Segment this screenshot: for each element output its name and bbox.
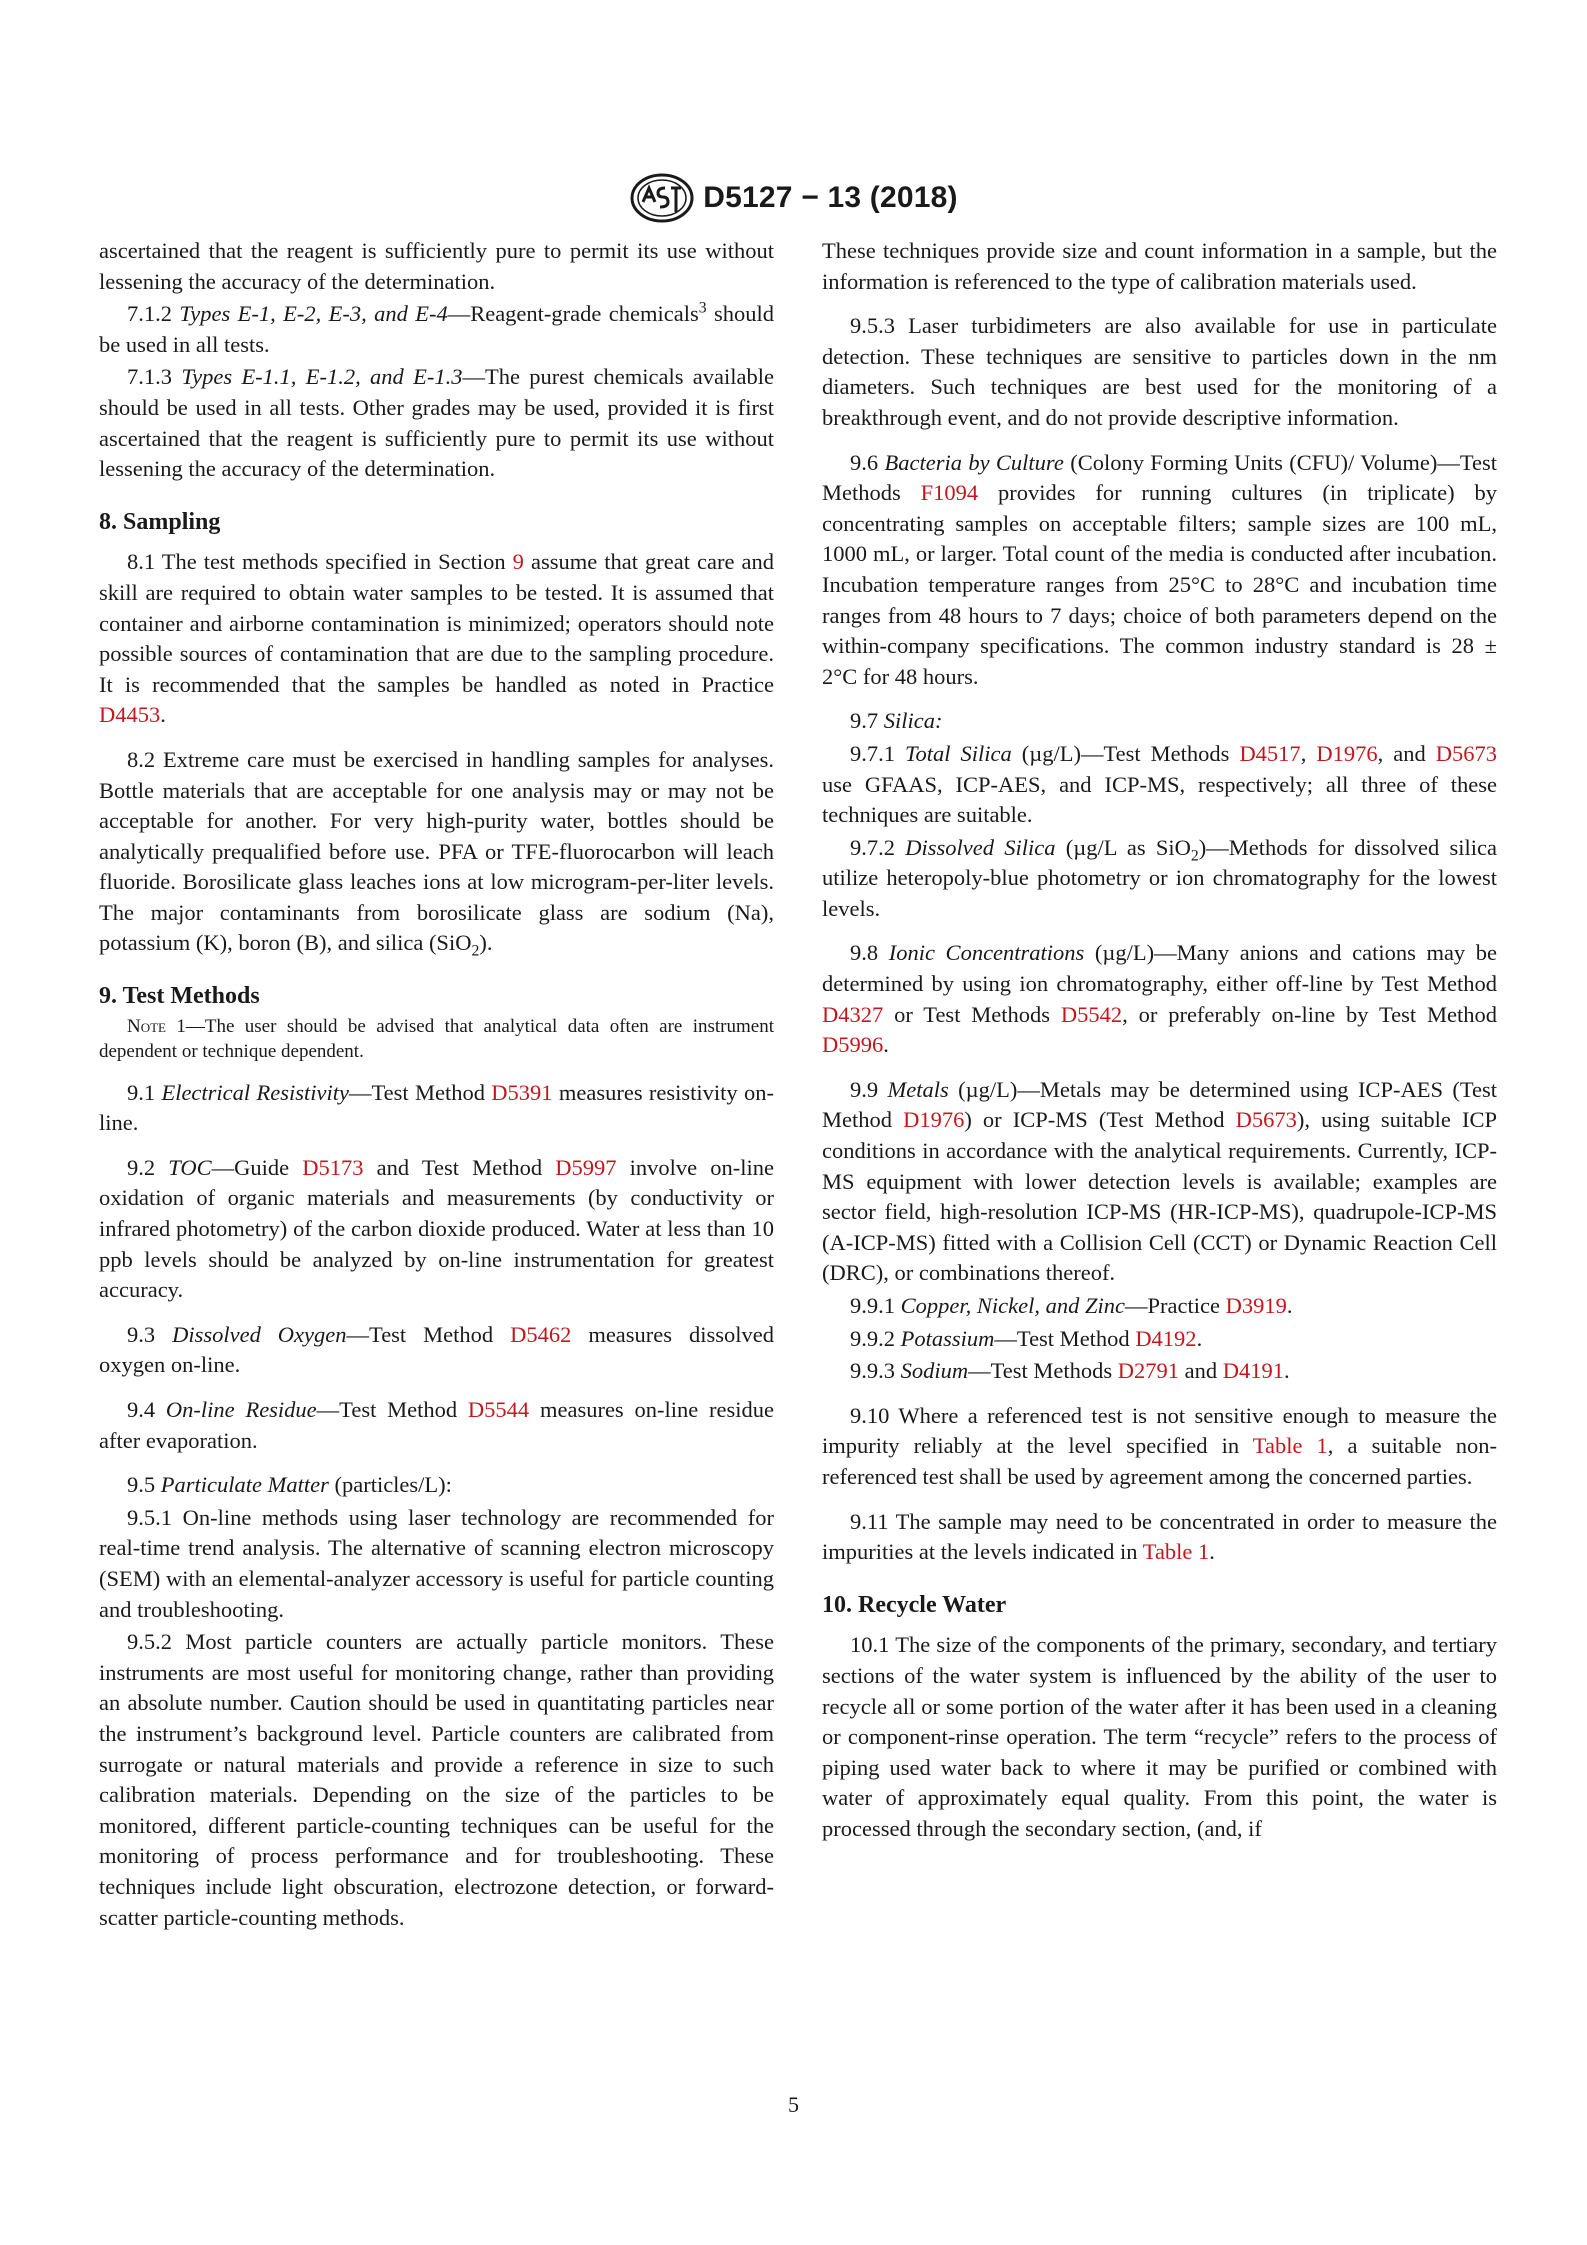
standard-link[interactable]: D1976 bbox=[903, 1107, 965, 1133]
paragraph-9-11: 9.11 The sample may need to be concentrated in order to measure the impurities at the levels indicated in Table 1. bbox=[822, 1508, 1497, 1565]
document-designation: D5127 − 13 (2018) bbox=[703, 181, 958, 214]
standard-link[interactable]: D4192 bbox=[1135, 1325, 1197, 1351]
paragraph-8-1: 8.1 The test methods specified in Section 9 assume that great care and skill are required to obtain water samples to be tested. It is assumed that container and airborne contamination is minimized; operators should note possible sources of contamination that are due to the sampling procedure. It is recommended that the samples be handled as noted in Practice D4453. bbox=[99, 549, 774, 728]
standard-link[interactable]: D5544 bbox=[467, 1397, 530, 1422]
section-heading-sampling: 8. Sampling bbox=[99, 508, 221, 535]
note-1: Note 1—The user should be advised that analytical data often are instrument dependent or technique dependent. bbox=[99, 1015, 774, 1062]
table-link[interactable]: Table 1 bbox=[1252, 1433, 1328, 1459]
section-heading-test-methods: 9. Test Methods bbox=[99, 983, 260, 1010]
paragraph: ascertained that the reagent is sufficiently pure to permit its use without lessening the accuracy of the determination. bbox=[99, 238, 774, 294]
paragraph-9-7-1: 9.7.1 Total Silica (µg/L)—Test Methods D4517, D1976, and D5673 use GFAAS, ICP-AES, and ICP-MS, respectively; all three of these techniques are suitable. bbox=[822, 740, 1497, 828]
paragraph-9-7: 9.7 Silica: bbox=[850, 708, 943, 734]
paragraph-9-5-2: 9.5.2 Most particle counters are actually particle monitors. These instruments are most useful for monitoring change, rather than providing an absolute number. Caution should be used in quantitating particles near the instrument’s background level. Particle counters are calibrated from surrogate or natural materials and provide a reference in size to such calibration materials. Depending on the size of the particles to be monitored, different particle-counting techniques can be useful for the monitoring of process performance and for troubleshooting. These techniques include light obscuration, electrozone detection, or forward-scatter particle-counting methods. bbox=[99, 1629, 774, 1930]
standard-link[interactable]: D4191 bbox=[1222, 1358, 1285, 1384]
section-heading-recycle-water: 10. Recycle Water bbox=[822, 1591, 1007, 1618]
standard-link[interactable]: D5996 bbox=[822, 1032, 884, 1058]
paragraph-7-1-3: 7.1.3 Types E-1.1, E-1.2, and E-1.3—The purest chemicals available should be used in all tests. Other grades may be used, provided it is first ascertained that the reagent is sufficiently pure to permit its use without lessening the accuracy of the determination. bbox=[99, 364, 774, 482]
paragraph-8-2: 8.2 Extreme care must be exercised in handling samples for analyses. Bottle materials that are acceptable for one analysis may or may not be acceptable for another. For very high-purity water, bottles should be analytically prequalified before use. PFA or TFE-fluorocarbon will leach fluoride. Borosilicate glass leaches ions at low microgram-per-liter levels. The major contaminants from borosilicate glass are sodium (Na), potassium (K), boron (B), and silica (SiO$_2$). bbox=[99, 746, 774, 960]
section-link[interactable]: 9 bbox=[512, 549, 524, 575]
paragraph-9-9-2: 9.9.2 Potassium—Test Method D4192. bbox=[850, 1325, 1203, 1351]
standard-link[interactable]: D5997 bbox=[555, 1154, 617, 1180]
table-link[interactable]: Table 1 bbox=[1142, 1539, 1210, 1565]
paragraph-9-5-1: 9.5.1 On-line methods using laser technology are recommended for real-time trend analysis. The alternative of scanning electron microscopy (SEM) with an elemental-analyzer accessory is useful for particle counting and troubleshooting. bbox=[99, 1504, 774, 1622]
paragraph-9-1: 9.1 Electrical Resistivity—Test Method D5391 measures resistivity on-line. bbox=[99, 1079, 774, 1136]
standard-link[interactable]: D3919 bbox=[1225, 1293, 1287, 1318]
standard-link[interactable]: D1976 bbox=[1316, 740, 1378, 766]
paragraph-9-9-3: 9.9.3 Sodium—Test Methods D2791 and D4191. bbox=[850, 1358, 1290, 1384]
paragraph-10-1: 10.1 The size of the components of the primary, secondary, and tertiary sections of the water system is influenced by the ability of the user to recycle all or some portion of the water after it has been used in a cleaning or component-rinse operation. The term “recycle” refers to the process of piping used water back to where it may be purified or combined with water of approximately equal quality. From this point, the water is processed through the secondary section, (and, if bbox=[822, 1632, 1497, 1841]
standard-link[interactable]: D5391 bbox=[491, 1079, 553, 1105]
paragraph-9-8: 9.8 Ionic Concentrations (µg/L)—Many anions and cations may be determined by using ion chromatography, either off-line by Test Method D4327 or Test Methods D5542, or preferably on-line by Test Method D5996. bbox=[822, 940, 1498, 1058]
paragraph-9-2: 9.2 TOC—Guide D5173 and Test Method D5997 involve on-line oxidation of organic materials and measurements (by conductivity or infrared photometry) of the carbon dioxide produced. Water at less than 10 ppb levels should be analyzed by on-line instrumentation for greatest accuracy. bbox=[99, 1154, 774, 1303]
page-number: 5 bbox=[788, 2092, 799, 2117]
paragraph-9-10: 9.10 Where a referenced test is not sensitive enough to measure the impurity reliably at the level specified in Table 1, a suitable non-referenced test shall be used by agreement among the concerned parties. bbox=[822, 1402, 1497, 1489]
standard-link[interactable]: D2791 bbox=[1117, 1358, 1180, 1384]
paragraph-9-5: 9.5 Particulate Matter (particles/L): bbox=[127, 1472, 452, 1498]
paragraph-9-9-1: 9.9.1 Copper, Nickel, and Zinc—Practice D3919. bbox=[850, 1293, 1293, 1318]
paragraph-9-4: 9.4 On-line Residue—Test Method D5544 measures on-line residue after evaporation. bbox=[99, 1397, 774, 1453]
footnote-ref: 3 bbox=[698, 299, 707, 317]
paragraph-9-9: 9.9 Metals (µg/L)—Metals may be determined using ICP-AES (Test Method D1976) or ICP-MS (Test Method D5673), using suitable ICP conditions in accordance with the analytical requirements. Currently, ICP-MS equipment with lower detection levels is available; examples are sector field, high-resolution ICP-MS (HR-ICP-MS), quadrupole-ICP-MS (A-ICP-MS) fitted with a Collision Cell (CCT) or Dynamic Reaction Cell (DRC), or combinations thereof. bbox=[822, 1076, 1498, 1286]
standard-link[interactable]: F1094 bbox=[920, 480, 979, 506]
standard-link[interactable]: D5542 bbox=[1060, 1001, 1123, 1027]
paragraph-7-1-2: 7.1.2 Types E-1, E-2, E-3, and E-4—Reagent-grade chemicals$^3$ should be used in all tests. bbox=[99, 299, 774, 357]
left-column bbox=[99, 236, 774, 1933]
standard-link[interactable]: D5673 bbox=[1435, 740, 1497, 766]
paragraph-9-5-3: 9.5.3 Laser turbidimeters are also available for use in particulate detection. These techniques are sensitive to particles down in the nm diameters. Such techniques are best used for the monitoring of a breakthrough event, and do not provide descriptive information. bbox=[822, 313, 1497, 430]
standard-link[interactable]: D4453 bbox=[99, 702, 161, 728]
right-column bbox=[822, 236, 1497, 1845]
paragraph: These techniques provide size and count information in a sample, but the information is referenced to the type of calibration materials used. bbox=[822, 238, 1497, 294]
page-header bbox=[0, 172, 1587, 229]
standard-link[interactable]: D4327 bbox=[822, 1001, 884, 1027]
standard-link[interactable]: D4517 bbox=[1239, 740, 1301, 766]
standard-link[interactable]: D5673 bbox=[1235, 1107, 1297, 1133]
paragraph-9-3: 9.3 Dissolved Oxygen—Test Method D5462 measures dissolved oxygen on-line. bbox=[99, 1321, 775, 1378]
paragraph-9-6: 9.6 Bacteria by Culture (Colony Forming Units (CFU)/ Volume)—Test Methods F1094 provides for running cultures (in triplicate) by concentrating samples on acceptable filters; sample sizes are 100 mL, 1000 mL, or larger. Total count of the media is conducted after incubation. Incubation temperature ranges from 25°C to 28°C and incubation time ranges from 48 hours to 7 days; choice of both parameters depend on the within-company specifications. The common industry standard is 28 ± 2°C for 48 hours. bbox=[822, 449, 1497, 689]
astm-logo-icon bbox=[629, 172, 695, 224]
standard-link[interactable]: D5173 bbox=[302, 1154, 364, 1180]
standard-link[interactable]: D5462 bbox=[510, 1321, 572, 1347]
paragraph-9-7-2: 9.7.2 Dissolved Silica (µg/L as SiO$_2$)—Methods for dissolved silica utilize heteropoly-blue photometry or ion chromatography for the lowest levels. bbox=[822, 834, 1497, 921]
